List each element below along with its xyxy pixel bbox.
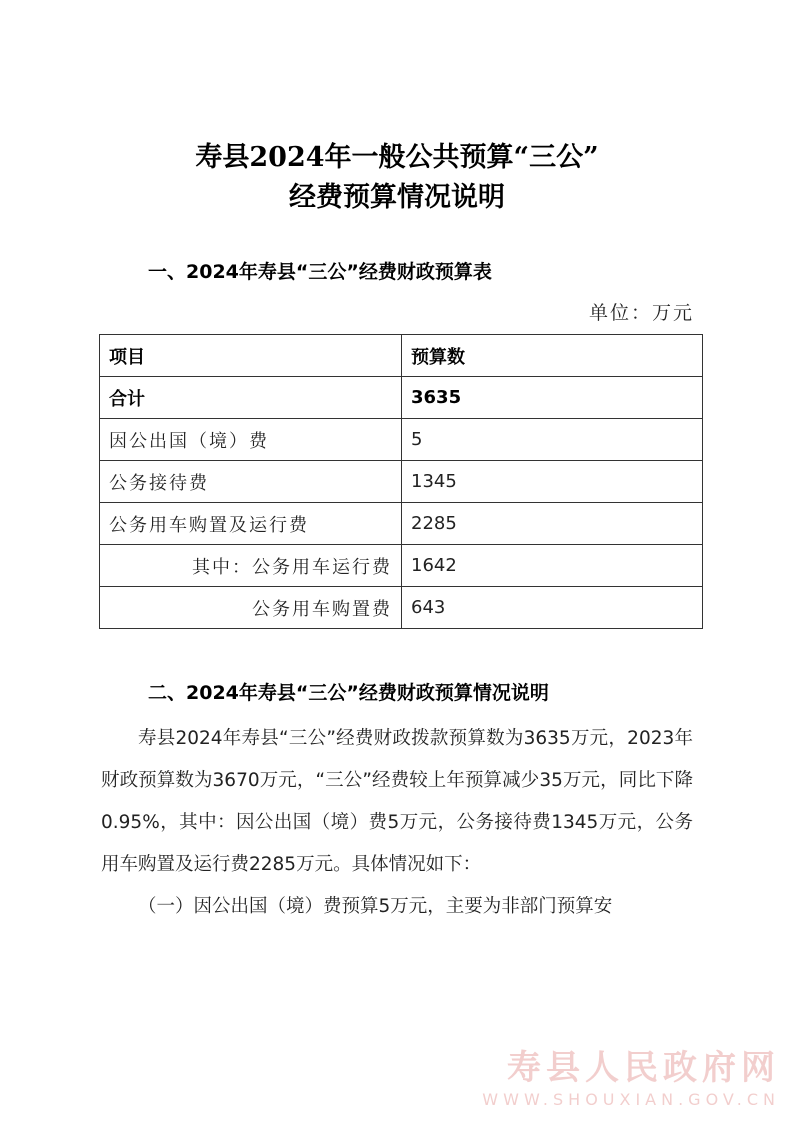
table-row <box>100 587 703 629</box>
row-value: 643 <box>402 587 703 629</box>
row-value: 2285 <box>402 503 703 545</box>
table-row <box>100 545 703 587</box>
row-value: 3635 <box>402 377 703 419</box>
header-item: 项目 <box>100 335 402 377</box>
table-header-row <box>100 335 703 377</box>
row-label: 因公出国（境）费 <box>100 419 402 461</box>
document-title <box>0 138 794 218</box>
table-row <box>100 377 703 419</box>
watermark-url: WWW.SHOUXIAN.GOV.CN <box>482 1090 780 1109</box>
unit-label: 单位：万元 <box>588 302 694 324</box>
row-value: 1345 <box>402 461 703 503</box>
section-2-heading: 二、2024年寿县“三公”经费财政预算情况说明 <box>148 682 549 704</box>
table-row <box>100 503 703 545</box>
header-budget: 预算数 <box>402 335 703 377</box>
row-label: 其中：公务用车运行费 <box>100 545 402 587</box>
site-watermark <box>482 1046 780 1110</box>
body-paragraph: （一）因公出国（境）费预算5万元，主要为非部门预算安 <box>138 896 613 917</box>
table-row <box>100 419 703 461</box>
row-label: 合计 <box>100 377 402 419</box>
title-line-2: 经费预算情况说明 <box>289 182 505 213</box>
row-label: 公务接待费 <box>100 461 402 503</box>
watermark-site-name: 寿县人民政府网 <box>507 1048 780 1088</box>
section-2-body <box>101 718 693 928</box>
table-row <box>100 461 703 503</box>
row-value: 1642 <box>402 545 703 587</box>
title-line-1: 寿县2024年一般公共预算“三公” <box>195 142 599 173</box>
body-paragraph: 寿县2024年寿县“三公”经费财政拨款预算数为3635万元，2023年财政预算数为3670万元，“三公”经费较上年预算减少35万元，同比下降0.95%，其中：因公出国（境）费5万元，公务接待费1345万元，公务用车购置及运行费2285万元。具体情况如下： <box>101 728 693 875</box>
section-1-heading: 一、2024年寿县“三公”经费财政预算表 <box>148 261 492 283</box>
row-value: 5 <box>402 419 703 461</box>
budget-table <box>99 334 703 629</box>
row-label: 公务用车购置及运行费 <box>100 503 402 545</box>
row-label: 公务用车购置费 <box>100 587 402 629</box>
